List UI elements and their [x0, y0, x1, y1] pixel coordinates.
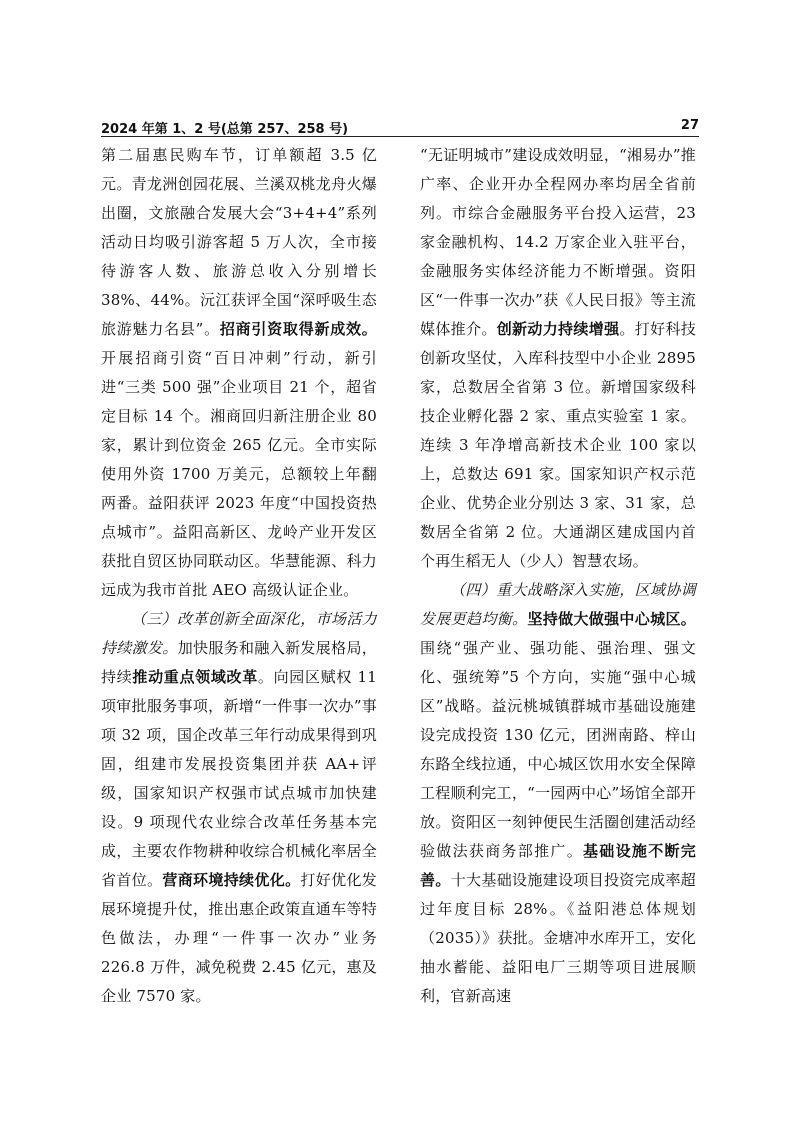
section-highlight: 坚持做大做强中心城区。: [527, 610, 696, 628]
paragraph: “无证明城市”建设成效明显，“湘易办”推广率、企业开办全程网办率均居全省前列。市综合金融服务平台投入运营，23 家金融机构、14.2 万家企业入驻平台，金融服务实体经济能力不断增强。资阳区“一件事一次办”获《人民日报》等主流媒体推介。创新动力持续增强。打好科技创新攻坚仗，入库科技型中小企业 2895 家，总数居全省第 3 位。新增国家级科技企业孵化器 2 家、重点实验室 1 家。连续 3 年净增高新技术企业 100 家以上，总数达 691 家。国家知识产权示范企业、优势企业分别达 3 家、31 家，总数居全省第 2 位。大通湖区建成国内首个再生稻无人（少人）智慧农场。: [420, 146, 696, 570]
issue-info: 2024 年第 1、2 号(总第 257、258 号): [101, 122, 349, 137]
left-column: [101, 141, 377, 1011]
section-heading: （三）改革创新全面深化，市场活力持续激发。: [101, 610, 377, 657]
page-number: 27: [680, 118, 699, 133]
section-highlight: 招商引资取得新成效。: [219, 320, 377, 338]
page-header: [101, 115, 699, 137]
section-highlight: 基础设施不断完善。: [420, 842, 696, 889]
section-highlight: 营商环境持续优化。: [162, 871, 301, 889]
right-column: [420, 141, 696, 1011]
paragraph: （四）重大战略深入实施，区域协调发展更趋均衡。坚持做大做强中心城区。围绕“强产业、强功能、强治理、强文化、强统筹”5 个方向，实施“强中心城区”战略。益沅桃城镇群城市基础设施建设完成投资 130 亿元，团洲南路、梓山东路全线拉通，中心城区饮用水安全保障工程顺利完工，“一园两中心”场馆全部开放。资阳区一刻钟便民生活圈创建活动经验做法获商务部推广。基础设施不断完善。十大基础设施建设项目投资完成率超过年度目标 28%。《益阳港总体规划（2035）》获批。金塘冲水库开工，安化抽水蓄能、益阳电厂三期等项目进展顺利，官新高速: [420, 581, 696, 1005]
section-heading: （四）重大战略深入实施，区域协调发展更趋均衡。: [420, 581, 696, 628]
section-highlight: 推动重点领域改革: [132, 668, 258, 686]
header-rule: [101, 136, 699, 137]
paragraph: （三）改革创新全面深化，市场活力持续激发。加快服务和融入新发展格局，持续推动重点领域改革。向园区赋权 11 项审批服务事项，新增“一件事一次办”事项 32 项，国企改革三年行动成果得到巩固，组建市发展投资集团并获 AA+评级，国家知识产权强市试点城市加快建设。9 项现代农业综合改革任务基本完成，主要农作物耕种收综合机械化率居全省首位。营商环境持续优化。打好优化发展环境提升仗，推出惠企政策直通车等特色做法，办理“一件事一次办”业务 226.8 万件，减免税费 2.45 亿元，惠及企业 7570 家。: [101, 610, 378, 1005]
section-highlight: 创新动力持续增强: [496, 320, 620, 338]
paragraph: 第二届惠民购车节，订单额超 3.5 亿元。青龙洲创园花展、兰溪双桃龙舟火爆出圈，文旅融合发展大会“3+4+4”系列活动日均吸引游客超 5 万人次，全市接待游客人数、旅游总收入分别增长 38%、44%。沅江获评全国“深呼吸生态旅游魅力名县”。招商引资取得新成效。开展招商引资“百日冲刺”行动，新引进“三类 500 强”企业项目 21 个，超省定目标 14 个。湘商回归新注册企业 80 家，累计到位资金 265 亿元。全市实际使用外资 1700 万美元，总额较上年翻两番。益阳获评 2023 年度“中国投资热点城市”。益阳高新区、龙岭产业开发区获批自贸区协同联动区。华慧能源、科力远成为我市首批 AEO 高级认证企业。: [101, 146, 377, 599]
